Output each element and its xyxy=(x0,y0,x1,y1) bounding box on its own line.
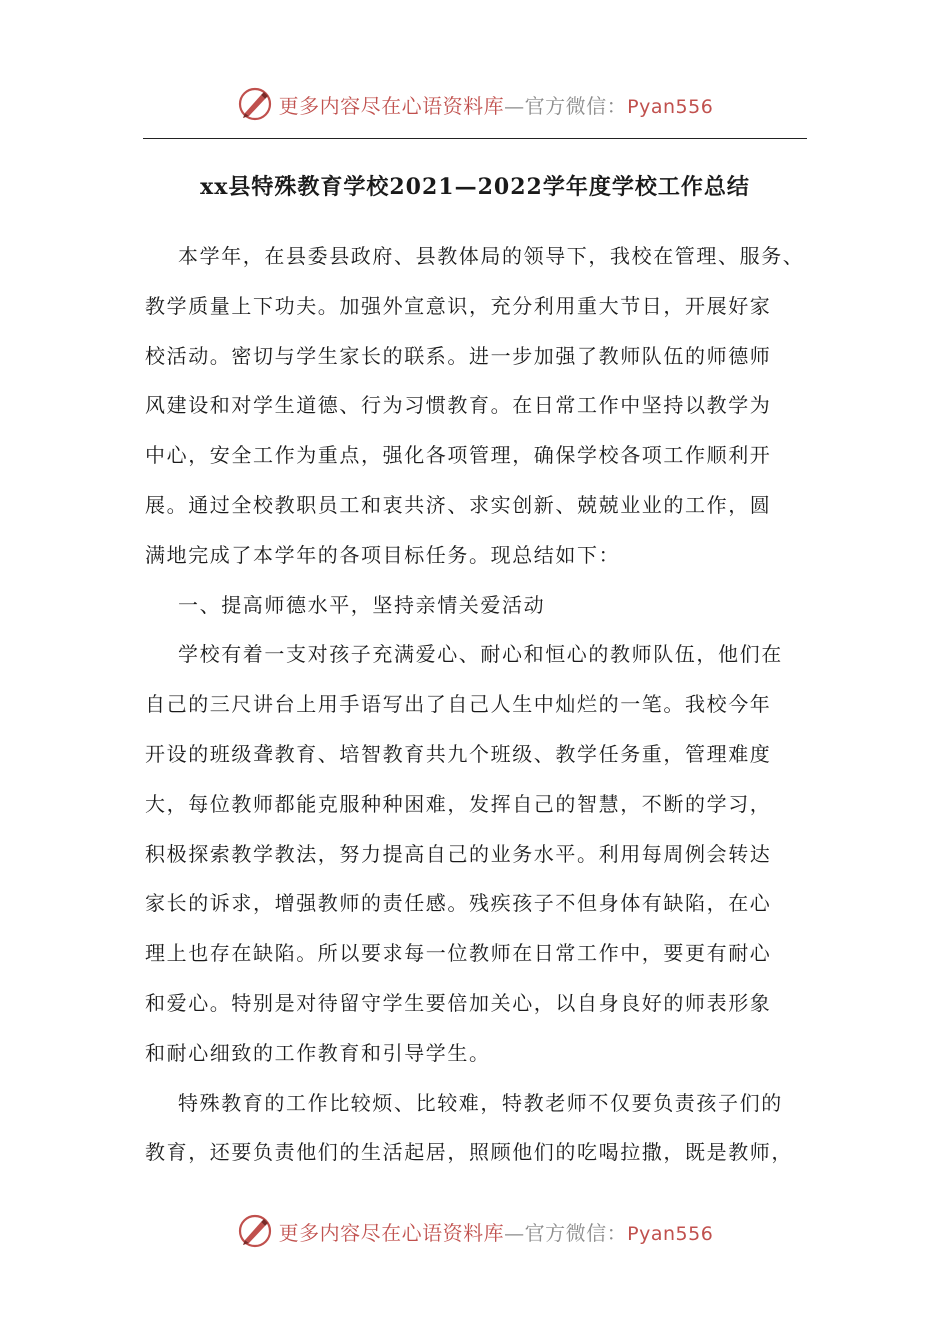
pen-logo-icon xyxy=(237,86,273,122)
banner-wechat-id: Pyan556 xyxy=(627,1222,714,1245)
document-title: xx县特殊教育学校2021—2022学年度学校工作总结 xyxy=(200,174,750,200)
banner-wechat-label: —官方微信： xyxy=(504,1220,628,1245)
body-text-line: 一、提高师德水平，坚持亲情关爱活动 xyxy=(178,592,546,617)
body-text-line: 积极探索教学教法，努力提高自己的业务水平。利用每周例会转达 xyxy=(145,841,772,866)
body-text-line: 理上也存在缺陷。所以要求每一位教师在日常工作中，要更有耐心 xyxy=(145,941,772,966)
body-text-line: 校活动。密切与学生家长的联系。进一步加强了教师队伍的师德师 xyxy=(145,343,772,368)
body-text-line: 中心，安全工作为重点，强化各项管理，确保学校各项工作顺利开 xyxy=(145,443,772,468)
banner-wechat-id: Pyan556 xyxy=(627,95,714,118)
body-text-line: 自己的三尺讲台上用手语写出了自己人生中灿烂的一笔。我校今年 xyxy=(145,692,772,717)
header-banner xyxy=(0,84,950,124)
body-text-line: 风建设和对学生道德、行为习惯教育。在日常工作中坚持以教学为 xyxy=(145,393,772,418)
body-text-line: 本学年，在县委县政府、县教体局的领导下，我校在管理、服务、 xyxy=(178,244,805,268)
body-text-line: 教学质量上下功夫。加强外宣意识，充分利用重大节日，开展好家 xyxy=(145,293,772,318)
footer-banner xyxy=(0,1211,950,1251)
body-text-line: 大，每位教师都能克服种种困难，发挥自己的智慧，不断的学习， xyxy=(145,791,772,816)
body-text-line: 学校有着一支对孩子充满爱心、耐心和恒心的教师队伍，他们在 xyxy=(178,642,783,667)
body-text-line: 特殊教育的工作比较烦、比较难，特教老师不仅要负责孩子们的 xyxy=(178,1090,783,1115)
body-text-line: 教育，还要负责他们的生活起居，照顾他们的吃喝拉撒，既是教师， xyxy=(145,1140,793,1165)
body-text-line: 展。通过全校教职员工和衷共济、求实创新、兢兢业业的工作，圆 xyxy=(145,492,772,517)
body-text-line: 和爱心。特别是对待留守学生要倍加关心，以自身良好的师表形象 xyxy=(145,990,772,1015)
pen-logo-icon xyxy=(237,1213,273,1249)
header-divider xyxy=(143,138,807,139)
document-body xyxy=(145,236,810,1182)
body-text-line: 满地完成了本学年的各项目标任务。现总结如下： xyxy=(145,542,621,567)
banner-site-name: 更多内容尽在心语资料库 xyxy=(278,93,505,118)
banner-wechat-label: —官方微信： xyxy=(504,93,628,118)
banner-site-name: 更多内容尽在心语资料库 xyxy=(278,1220,505,1245)
body-text-line: 和耐心细致的工作教育和引导学生。 xyxy=(145,1040,491,1065)
body-text-line: 家长的诉求，增强教师的责任感。残疾孩子不但身体有缺陷，在心 xyxy=(145,891,772,916)
body-text-line: 开设的班级聋教育、培智教育共九个班级、教学任务重，管理难度 xyxy=(145,741,772,766)
